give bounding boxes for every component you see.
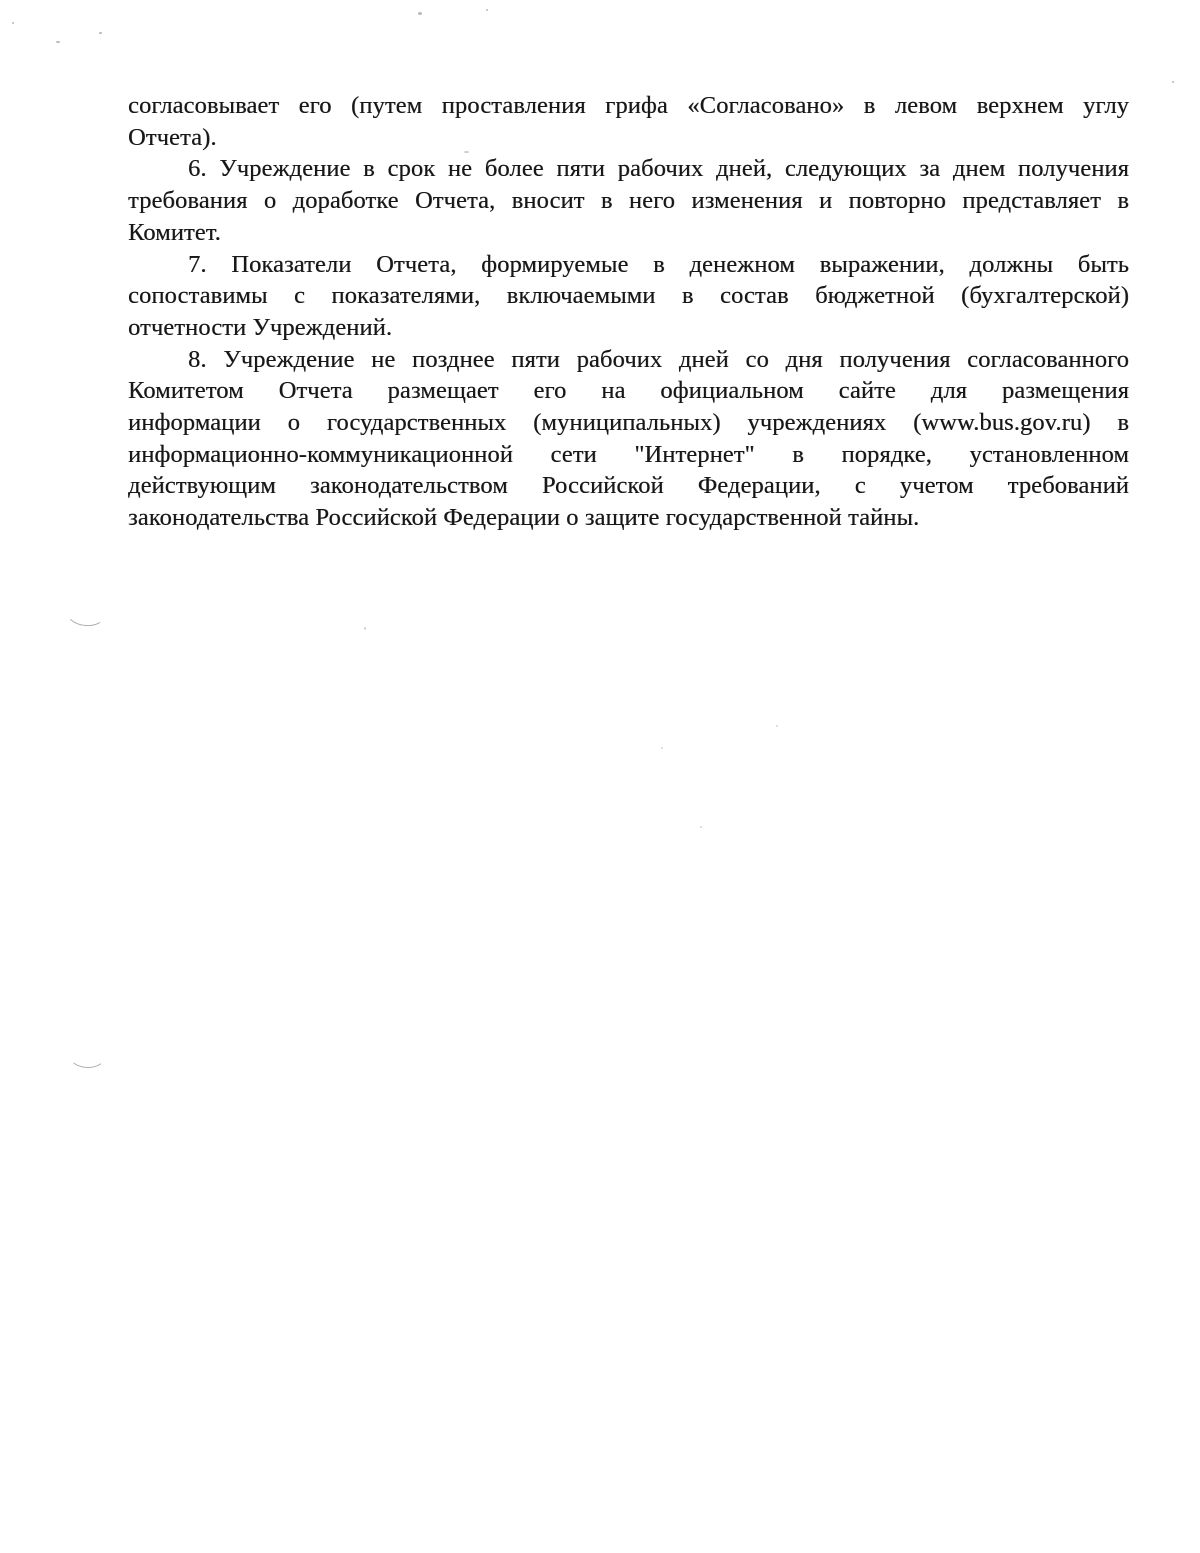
text-line: требования о доработке Отчета, вносит в него изменения и повторно представляет в xyxy=(128,187,1129,215)
scan-speck xyxy=(364,627,366,630)
scan-artifact-arc-bottom xyxy=(69,1042,107,1068)
text-line: законодательства Российской Федерации о защите государственной тайны. xyxy=(128,504,920,532)
scan-speck xyxy=(776,725,778,727)
scan-speck xyxy=(99,32,102,34)
text-line-paragraph-8-start: 8. Учреждение не позднее пяти рабочих дней со дня получения согласованного xyxy=(188,345,1129,373)
scan-speck xyxy=(486,9,488,11)
scan-speck xyxy=(661,747,663,749)
scan-speck xyxy=(12,22,14,24)
scan-speck xyxy=(700,826,702,828)
scan-speck xyxy=(1172,81,1174,83)
text-line: информационно-коммуникационной сети "Интернет" в порядке, установленном xyxy=(128,440,1129,468)
text-line: действующим законодательством Российской Федерации, с учетом требований xyxy=(128,472,1129,500)
text-line: информации о государственных (муниципальных) учреждениях (www.bus.gov.ru) в xyxy=(128,409,1129,437)
text-line-paragraph-7-start: 7. Показатели Отчета, формируемые в денежном выражении, должны быть xyxy=(188,250,1129,278)
document-text-block xyxy=(128,90,1129,534)
text-line: сопоставимы с показателями, включаемыми в состав бюджетной (бухгалтерской) xyxy=(128,282,1129,310)
text-line: Комитет. xyxy=(128,218,221,246)
scan-artifact-arc-top xyxy=(65,597,108,628)
text-line-paragraph-6-start: 6. Учреждение в срок не более пяти рабочих дней, следующих за днем получения xyxy=(188,155,1129,183)
text-line: согласовывает его (путем проставления грифа «Согласовано» в левом верхнем углу xyxy=(128,92,1129,119)
text-line: отчетности Учреждений. xyxy=(128,313,393,341)
scan-speck xyxy=(56,41,60,43)
scan-speck xyxy=(418,12,422,15)
text-line: Отчета). xyxy=(128,123,217,151)
text-line: Комитетом Отчета размещает его на официальном сайте для размещения xyxy=(128,377,1129,405)
